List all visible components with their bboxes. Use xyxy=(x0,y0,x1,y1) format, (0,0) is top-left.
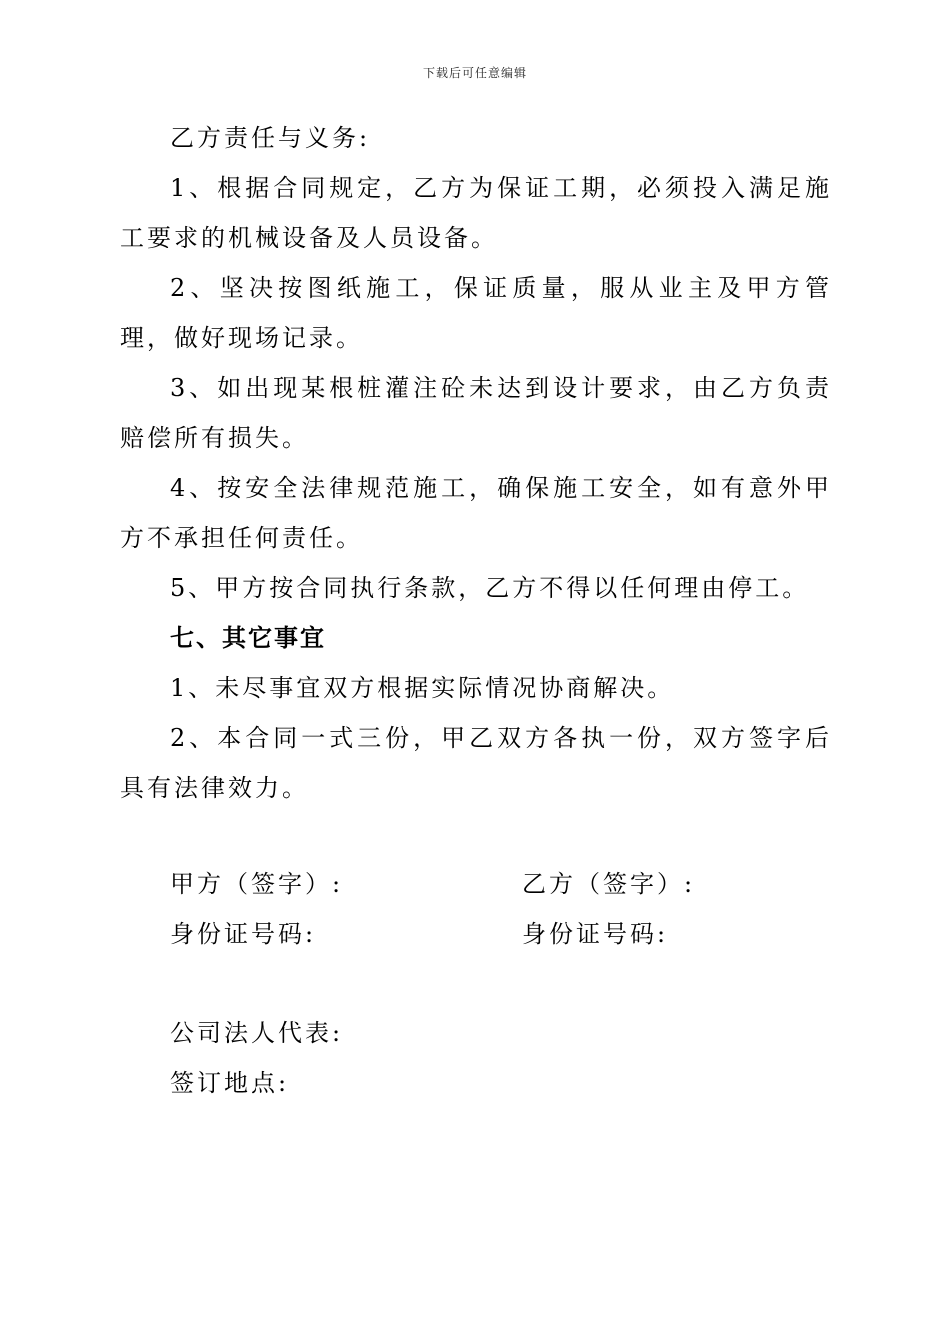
obligation-item-3: 3、如出现某根桩灌注砼未达到设计要求，由乙方负责赔偿所有损失。 xyxy=(120,374,832,452)
party-a-id-label: 身份证号码: xyxy=(170,920,317,948)
other-matters-item-1: 1、未尽事宜双方根据实际情况协商解决。 xyxy=(170,674,675,702)
id-number-row xyxy=(170,909,830,959)
party-b-signature-label: 乙方（签字）: xyxy=(522,870,696,898)
legal-representative-label: 公司法人代表: xyxy=(170,1019,344,1047)
header-note: 下载后可任意编辑 xyxy=(422,66,527,80)
signing-place-label: 签订地点: xyxy=(170,1069,290,1097)
signature-row xyxy=(170,859,830,909)
section-heading-other-matters: 七、其它事宜 xyxy=(170,623,326,652)
party-b-id-label: 身份证号码: xyxy=(522,920,669,948)
obligation-item-4: 4、按安全法律规范施工，确保施工安全，如有意外甲方不承担任何责任。 xyxy=(120,474,832,552)
obligation-item-5: 5、甲方按合同执行条款，乙方不得以任何理由停工。 xyxy=(170,574,810,602)
obligation-item-1: 1、根据合同规定，乙方为保证工期，必须投入满足施工要求的机械设备及人员设备。 xyxy=(120,174,832,252)
other-matters-item-2: 2、本合同一式三份，甲乙双方各执一份，双方签字后具有法律效力。 xyxy=(120,724,832,802)
obligation-item-2: 2、坚决按图纸施工，保证质量，服从业主及甲方管理，做好现场记录。 xyxy=(120,274,832,352)
party-a-signature-label: 甲方（签字）: xyxy=(170,870,344,898)
contract-body xyxy=(120,113,832,813)
obligations-intro: 乙方责任与义务: xyxy=(170,124,371,152)
